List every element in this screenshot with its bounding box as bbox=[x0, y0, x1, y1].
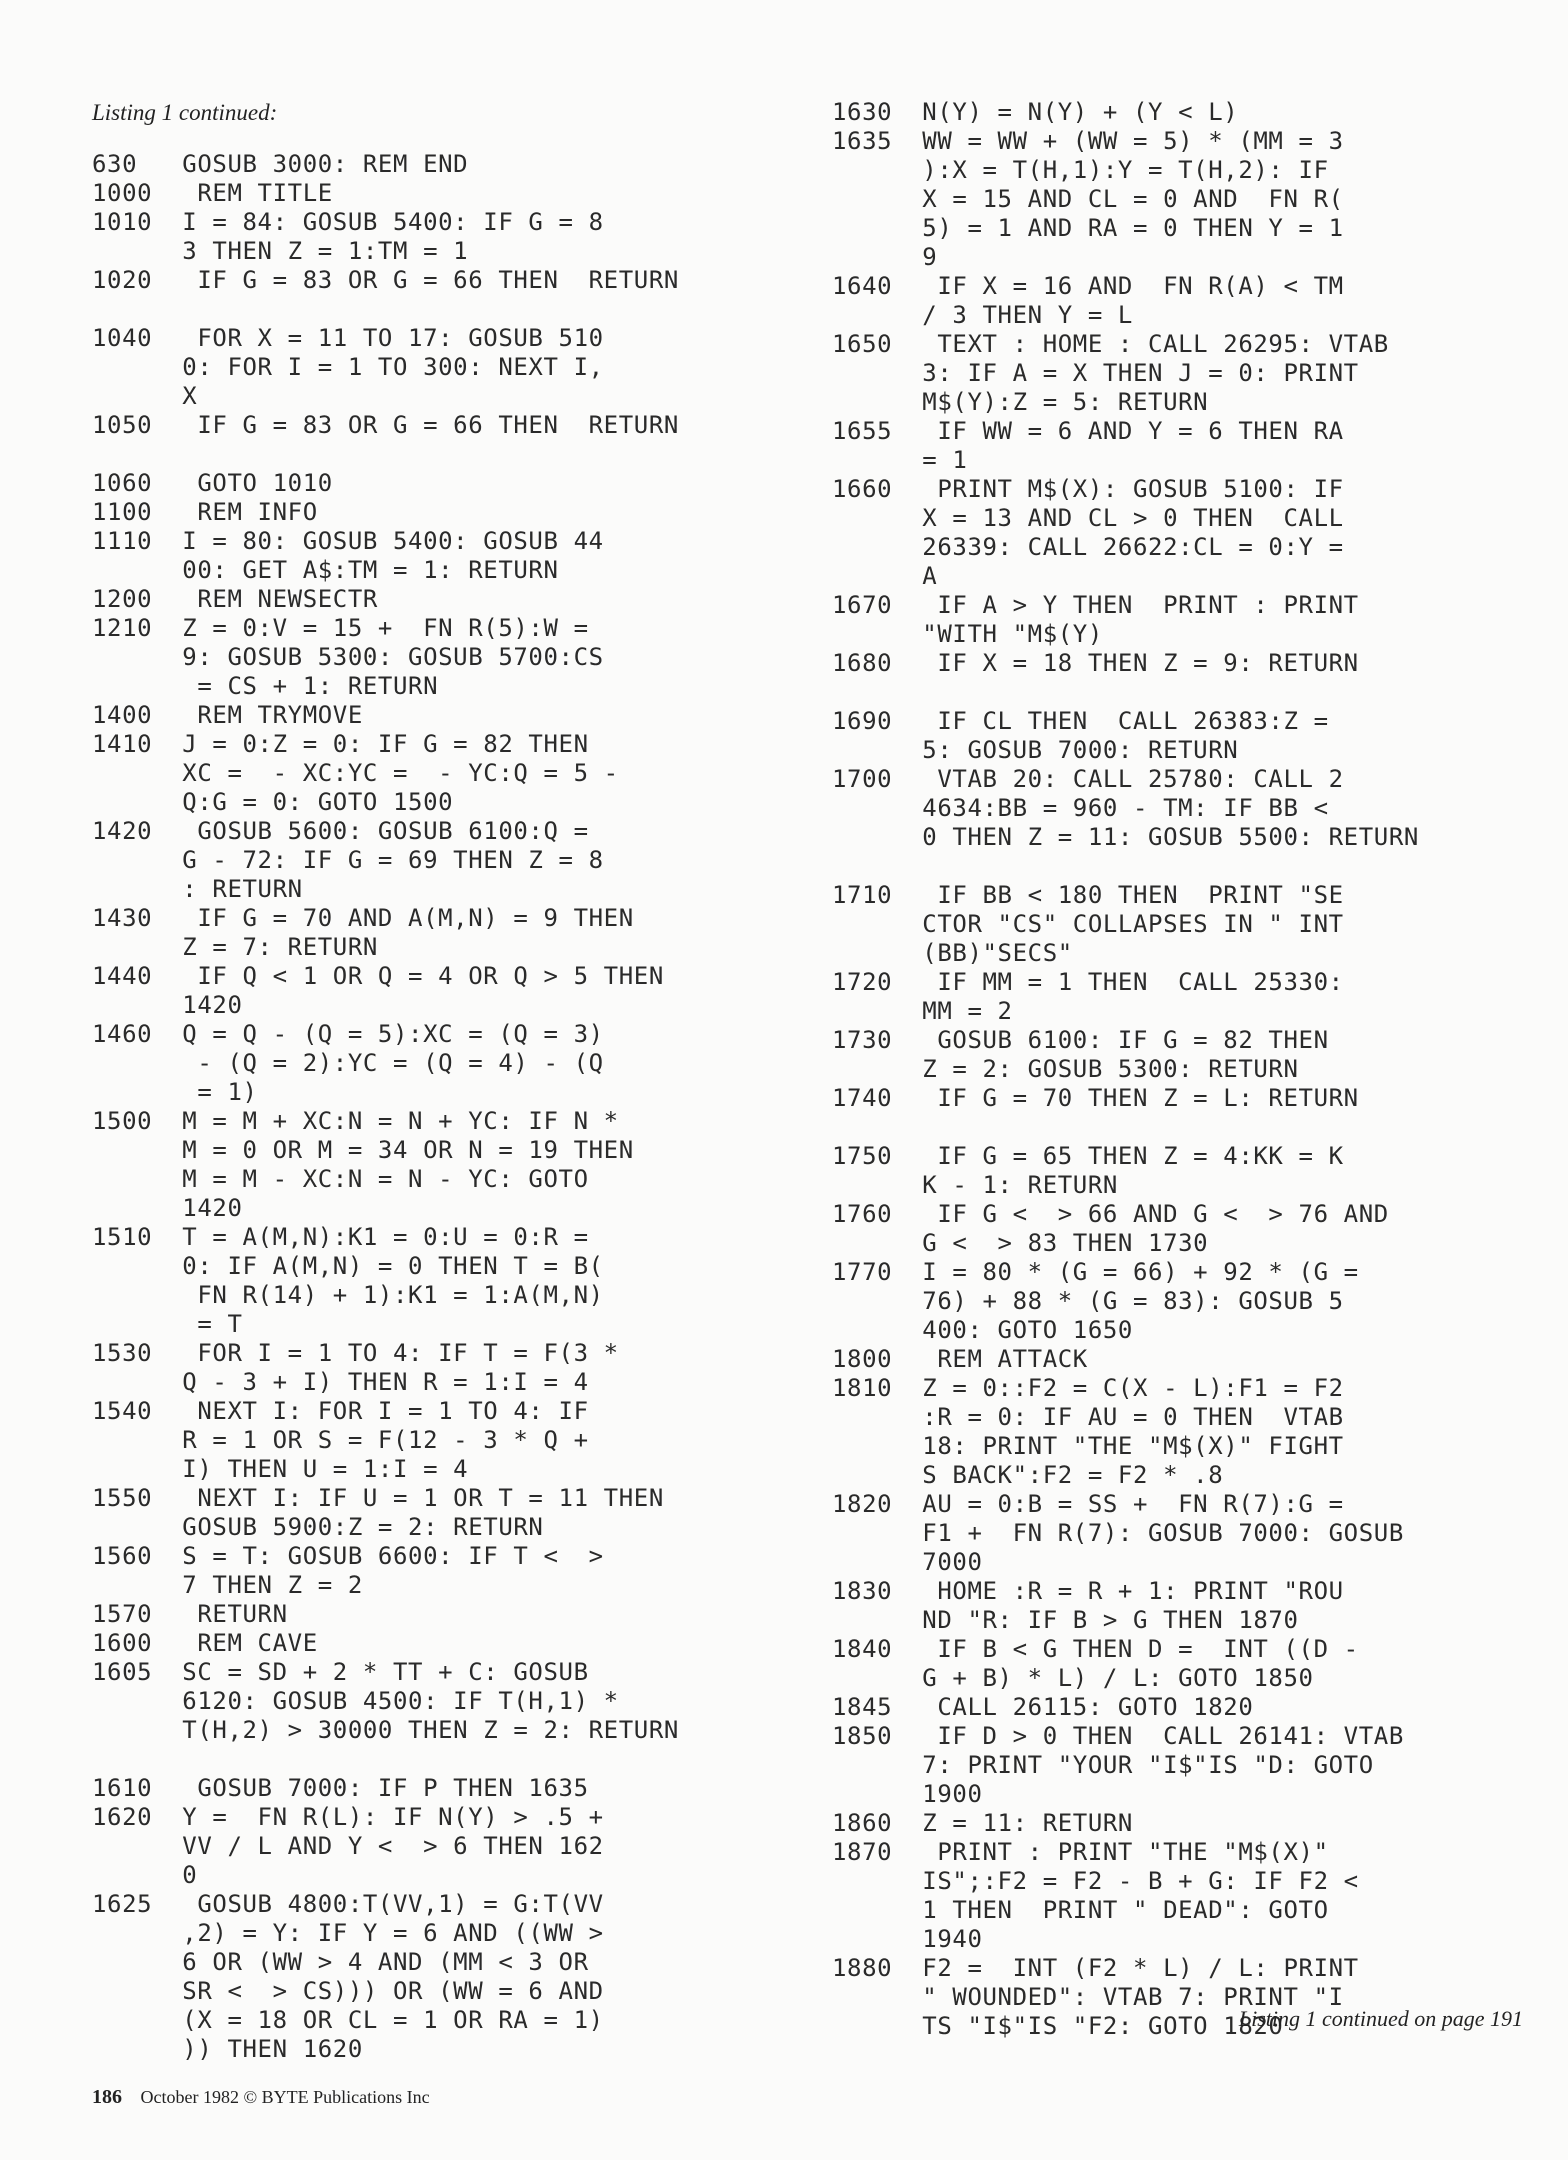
code-line: 1810 Z = 0::F2 = C(X - L):F1 = F2 bbox=[832, 1374, 1344, 1402]
code-line: 1940 bbox=[832, 1925, 983, 1953]
code-line: 1845 CALL 26115: GOTO 1820 bbox=[832, 1693, 1254, 1721]
code-line: 1510 T = A(M,N):K1 = 0:U = 0:R = bbox=[92, 1223, 589, 1251]
code-line: 1800 REM ATTACK bbox=[832, 1345, 1088, 1373]
code-line: 1630 N(Y) = N(Y) + (Y < L) bbox=[832, 98, 1239, 126]
code-line: 3 THEN Z = 1:TM = 1 bbox=[92, 237, 469, 265]
code-line: 00: GET A$:TM = 1: RETURN bbox=[92, 556, 559, 584]
code-line: 1880 F2 = INT (F2 * L) / L: PRINT bbox=[832, 1954, 1359, 1982]
code-line: S BACK":F2 = F2 * .8 bbox=[832, 1461, 1224, 1489]
code-line: Z = 7: RETURN bbox=[92, 933, 378, 961]
code-line: TS "I$"IS "F2: GOTO 1820 bbox=[832, 2012, 1284, 2040]
continued-note: Listing 1 continued on page 191 bbox=[1238, 2006, 1523, 2031]
code-line: 1530 FOR I = 1 TO 4: IF T = F(3 * bbox=[92, 1339, 619, 1367]
code-line: 1600 REM CAVE bbox=[92, 1629, 318, 1657]
code-line: 1900 bbox=[832, 1780, 983, 1808]
code-line: 1670 IF A > Y THEN PRINT : PRINT bbox=[832, 591, 1359, 619]
code-line: 1560 S = T: GOSUB 6600: IF T < > bbox=[92, 1542, 604, 1570]
code-line: 9: GOSUB 5300: GOSUB 5700:CS bbox=[92, 643, 604, 671]
code-line: 3: IF A = X THEN J = 0: PRINT bbox=[832, 359, 1359, 387]
code-line: I) THEN U = 1:I = 4 bbox=[92, 1455, 469, 1483]
code-line: (X = 18 OR CL = 1 OR RA = 1) bbox=[92, 2006, 604, 2034]
code-line: 1050 IF G = 83 OR G = 66 THEN RETURN bbox=[92, 411, 679, 439]
code-line: X = 13 AND CL > 0 THEN CALL bbox=[832, 504, 1344, 532]
code-line: = 1 bbox=[832, 446, 968, 474]
code-line: 1620 Y = FN R(L): IF N(Y) > .5 + bbox=[92, 1803, 604, 1831]
code-line: VV / L AND Y < > 6 THEN 162 bbox=[92, 1832, 604, 1860]
code-line: Q:G = 0: GOTO 1500 bbox=[92, 788, 454, 816]
code-line: 1820 AU = 0:B = SS + FN R(7):G = bbox=[832, 1490, 1344, 1518]
code-line: 1740 IF G = 70 THEN Z = L: RETURN bbox=[832, 1084, 1359, 1112]
code-line: 0: IF A(M,N) = 0 THEN T = B( bbox=[92, 1252, 604, 1280]
code-line: 1640 IF X = 16 AND FN R(A) < TM bbox=[832, 272, 1344, 300]
code-line: 1650 TEXT : HOME : CALL 26295: VTAB bbox=[832, 330, 1389, 358]
code-line: 1870 PRINT : PRINT "THE "M$(X)" bbox=[832, 1838, 1329, 1866]
code-line: XC = - XC:YC = - YC:Q = 5 - bbox=[92, 759, 619, 787]
code-line: " WOUNDED": VTAB 7: PRINT "I bbox=[832, 1983, 1344, 2011]
code-line: 1770 I = 80 * (G = 66) + 92 * (G = bbox=[832, 1258, 1359, 1286]
code-line: SR < > CS))) OR (WW = 6 AND bbox=[92, 1977, 604, 2005]
code-line: 6 OR (WW > 4 AND (MM < 3 OR bbox=[92, 1948, 589, 1976]
code-line: 1830 HOME :R = R + 1: PRINT "ROU bbox=[832, 1577, 1344, 1605]
code-line: 1610 GOSUB 7000: IF P THEN 1635 bbox=[92, 1774, 589, 1802]
code-line: R = 1 OR S = F(12 - 3 * Q + bbox=[92, 1426, 589, 1454]
code-line: FN R(14) + 1):K1 = 1:A(M,N) bbox=[92, 1281, 604, 1309]
code-line: 1710 IF BB < 180 THEN PRINT "SE bbox=[832, 881, 1344, 909]
code-line: K - 1: RETURN bbox=[832, 1171, 1118, 1199]
code-line: 1850 IF D > 0 THEN CALL 26141: VTAB bbox=[832, 1722, 1404, 1750]
code-line: 4634:BB = 960 - TM: IF BB < bbox=[832, 794, 1329, 822]
code-line: 630 GOSUB 3000: REM END bbox=[92, 150, 469, 178]
code-line: (BB)"SECS" bbox=[832, 939, 1073, 967]
code-line: 1655 IF WW = 6 AND Y = 6 THEN RA bbox=[832, 417, 1344, 445]
code-line: 1210 Z = 0:V = 15 + FN R(5):W = bbox=[92, 614, 589, 642]
code-line: ,2) = Y: IF Y = 6 AND ((WW > bbox=[92, 1919, 604, 1947]
code-line: 1605 SC = SD + 2 * TT + C: GOSUB bbox=[92, 1658, 589, 1686]
code-line: IS";:F2 = F2 - B + G: IF F2 < bbox=[832, 1867, 1359, 1895]
code-line: 18: PRINT "THE "M$(X)" FIGHT bbox=[832, 1432, 1344, 1460]
code-line: = CS + 1: RETURN bbox=[92, 672, 439, 700]
code-line: 1635 WW = WW + (WW = 5) * (MM = 3 bbox=[832, 127, 1344, 155]
code-line: 1540 NEXT I: FOR I = 1 TO 4: IF bbox=[92, 1397, 589, 1425]
code-line: 1460 Q = Q - (Q = 5):XC = (Q = 3) bbox=[92, 1020, 604, 1048]
code-line: X = 15 AND CL = 0 AND FN R( bbox=[832, 185, 1344, 213]
code-line: CTOR "CS" COLLAPSES IN " INT bbox=[832, 910, 1344, 938]
code-line: / 3 THEN Y = L bbox=[832, 301, 1133, 329]
code-line: Z = 2: GOSUB 5300: RETURN bbox=[832, 1055, 1299, 1083]
code-line: 1570 RETURN bbox=[92, 1600, 288, 1628]
code-line: G < > 83 THEN 1730 bbox=[832, 1229, 1209, 1257]
code-line: 1625 GOSUB 4800:T(VV,1) = G:T(VV bbox=[92, 1890, 604, 1918]
code-line: 1750 IF G = 65 THEN Z = 4:KK = K bbox=[832, 1142, 1344, 1170]
code-line: 1410 J = 0:Z = 0: IF G = 82 THEN bbox=[92, 730, 589, 758]
code-line: 1000 REM TITLE bbox=[92, 179, 333, 207]
code-line: 76) + 88 * (G = 83): GOSUB 5 bbox=[832, 1287, 1344, 1315]
code-line: 6120: GOSUB 4500: IF T(H,1) * bbox=[92, 1687, 619, 1715]
code-line: 5: GOSUB 7000: RETURN bbox=[832, 736, 1239, 764]
code-line: MM = 2 bbox=[832, 997, 1013, 1025]
code-line: M = M - XC:N = N - YC: GOTO bbox=[92, 1165, 589, 1193]
code-line: 7: PRINT "YOUR "I$"IS "D: GOTO bbox=[832, 1751, 1374, 1779]
code-line: 1100 REM INFO bbox=[92, 498, 318, 526]
code-line: 1700 VTAB 20: CALL 25780: CALL 2 bbox=[832, 765, 1344, 793]
code-line: 1680 IF X = 18 THEN Z = 9: RETURN bbox=[832, 649, 1359, 677]
code-line: 1660 PRINT M$(X): GOSUB 5100: IF bbox=[832, 475, 1344, 503]
page-number: 186 bbox=[92, 2086, 122, 2108]
code-line: 7 THEN Z = 2 bbox=[92, 1571, 363, 1599]
code-line: 1690 IF CL THEN CALL 26383:Z = bbox=[832, 707, 1329, 735]
code-line: Q - 3 + I) THEN R = 1:I = 4 bbox=[92, 1368, 589, 1396]
code-line: - (Q = 2):YC = (Q = 4) - (Q bbox=[92, 1049, 604, 1077]
code-line: 1110 I = 80: GOSUB 5400: GOSUB 44 bbox=[92, 527, 604, 555]
code-line: GOSUB 5900:Z = 2: RETURN bbox=[92, 1513, 544, 1541]
code-line: 1430 IF G = 70 AND A(M,N) = 9 THEN bbox=[92, 904, 634, 932]
code-line: 1010 I = 84: GOSUB 5400: IF G = 8 bbox=[92, 208, 604, 236]
code-line: 1720 IF MM = 1 THEN CALL 25330: bbox=[832, 968, 1344, 996]
code-line: 400: GOTO 1650 bbox=[832, 1316, 1133, 1344]
listing-caption: Listing 1 continued: bbox=[92, 100, 278, 125]
code-line: : RETURN bbox=[92, 875, 303, 903]
code-line: M = 0 OR M = 34 OR N = 19 THEN bbox=[92, 1136, 634, 1164]
code-line: 1730 GOSUB 6100: IF G = 82 THEN bbox=[832, 1026, 1329, 1054]
page-footer bbox=[92, 2086, 430, 2109]
code-line: 1860 Z = 11: RETURN bbox=[832, 1809, 1133, 1837]
code-line: :R = 0: IF AU = 0 THEN VTAB bbox=[832, 1403, 1344, 1431]
code-line: "WITH "M$(Y) bbox=[832, 620, 1103, 648]
code-line: 26339: CALL 26622:CL = 0:Y = bbox=[832, 533, 1344, 561]
code-line: 1500 M = M + XC:N = N + YC: IF N * bbox=[92, 1107, 619, 1135]
code-line: 1040 FOR X = 11 TO 17: GOSUB 510 bbox=[92, 324, 604, 352]
code-line: = 1) bbox=[92, 1078, 258, 1106]
code-line: ):X = T(H,1):Y = T(H,2): IF bbox=[832, 156, 1329, 184]
code-line: X bbox=[92, 382, 198, 410]
code-line: F1 + FN R(7): GOSUB 7000: GOSUB bbox=[832, 1519, 1404, 1547]
code-line: 0 bbox=[92, 1861, 198, 1889]
code-line: 1420 bbox=[92, 1194, 243, 1222]
code-line: 1400 REM TRYMOVE bbox=[92, 701, 363, 729]
code-line: 1840 IF B < G THEN D = INT ((D - bbox=[832, 1635, 1359, 1663]
code-line: G - 72: IF G = 69 THEN Z = 8 bbox=[92, 846, 604, 874]
code-line: )) THEN 1620 bbox=[92, 2035, 363, 2063]
code-line: 5) = 1 AND RA = 0 THEN Y = 1 bbox=[832, 214, 1344, 242]
code-line: 1440 IF Q < 1 OR Q = 4 OR Q > 5 THEN bbox=[92, 962, 664, 990]
code-line: 1550 NEXT I: IF U = 1 OR T = 11 THEN bbox=[92, 1484, 664, 1512]
code-line: 9 bbox=[832, 243, 938, 271]
code-line: 0: FOR I = 1 TO 300: NEXT I, bbox=[92, 353, 604, 381]
code-line: ND "R: IF B > G THEN 1870 bbox=[832, 1606, 1299, 1634]
code-line: T(H,2) > 30000 THEN Z = 2: RETURN bbox=[92, 1716, 679, 1744]
code-line: A bbox=[832, 562, 938, 590]
code-line: 1420 GOSUB 5600: GOSUB 6100:Q = bbox=[92, 817, 589, 845]
code-line: G + B) * L) / L: GOTO 1850 bbox=[832, 1664, 1314, 1692]
code-line: 1420 bbox=[92, 991, 243, 1019]
code-line: 1060 GOTO 1010 bbox=[92, 469, 333, 497]
code-line: 7000 bbox=[832, 1548, 983, 1576]
code-line: 1200 REM NEWSECTR bbox=[92, 585, 378, 613]
publication-line: October 1982 © BYTE Publications Inc bbox=[140, 2087, 430, 2107]
code-line: 1020 IF G = 83 OR G = 66 THEN RETURN bbox=[92, 266, 679, 294]
code-line: M$(Y):Z = 5: RETURN bbox=[832, 388, 1209, 416]
code-line: 0 THEN Z = 11: GOSUB 5500: RETURN bbox=[832, 823, 1419, 851]
code-line: 1760 IF G < > 66 AND G < > 76 AND bbox=[832, 1200, 1389, 1228]
code-line: = T bbox=[92, 1310, 243, 1338]
code-line: 1 THEN PRINT " DEAD": GOTO bbox=[832, 1896, 1329, 1924]
